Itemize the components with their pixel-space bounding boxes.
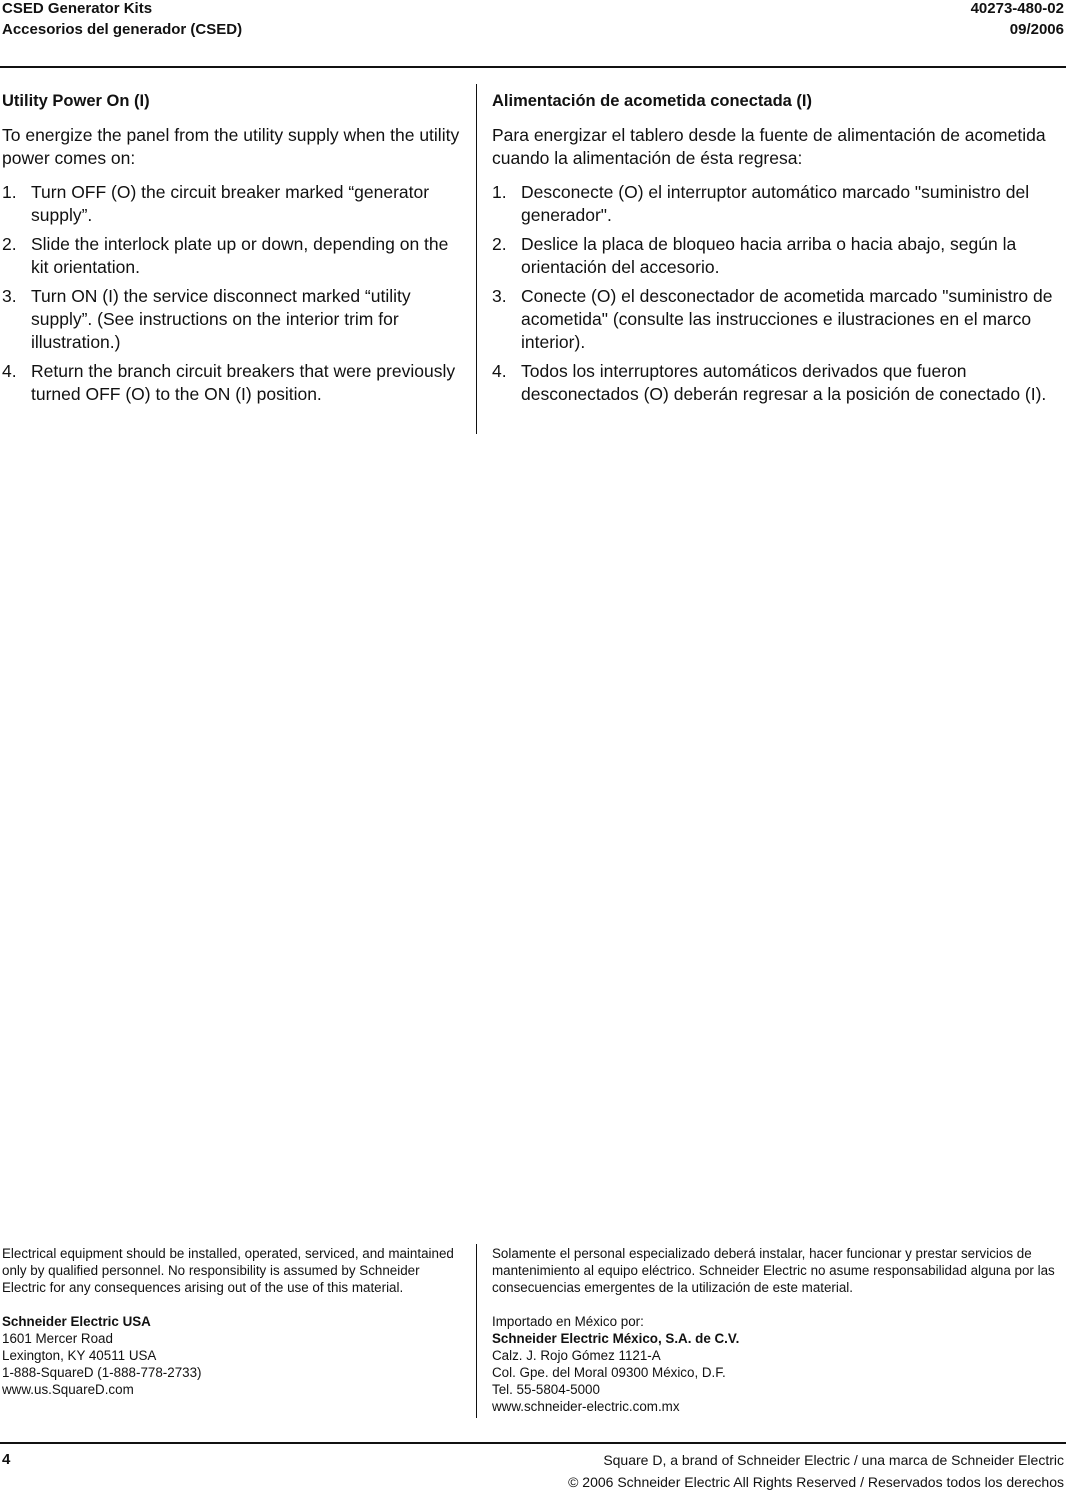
header-doc-info [971,0,1064,40]
step-number: 3. [2,286,17,306]
step-number: 4. [492,361,507,381]
steps-list-en [2,181,464,412]
step-text: Turn ON (I) the service disconnect marked “utility supply”. (See instructions on the interior trim for illustration.) [31,286,411,352]
step-text: Return the branch circuit breakers that were previously turned OFF (O) to the ON (I) position. [31,361,456,404]
step-number: 2. [492,234,507,254]
phone-es: Tel. 55-5804-5000 [492,1382,600,1397]
imported-label: Importado en México por: [492,1314,644,1329]
address-line-2-en: Lexington, KY 40511 USA [2,1348,157,1363]
disclaimer-es: Solamente el personal especializado deberá instalar, hacer funcionar y prestar servicios de mantenimiento al equipo eléctrico. Schneider Electric no asume responsabilidad alguna por las consecuencias emergentes de la utilización de este material. [492,1246,1055,1295]
brand-line: Square D, a brand of Schneider Electric / una marca de Schneider Electric [603,1452,1064,1468]
doc-date: 09/2006 [1009,21,1064,38]
header-title-en: CSED Generator Kits [2,0,153,17]
company-name-en: Schneider Electric USA [2,1314,151,1329]
step-text: Conecte (O) el desconectador de acometida marcado "suministro de acometida" (consulte las instrucciones e ilustraciones en el marco interior). [521,286,1053,352]
address-line-2-es: Col. Gpe. del Moral 09300 México, D.F. [492,1365,726,1380]
step-number: 4. [2,361,17,381]
footer-rule [0,1442,1066,1444]
page-number: 4 [2,1451,11,1468]
step-item [492,360,1064,406]
address-line-1-en: 1601 Mercer Road [2,1331,113,1346]
section-title-es: Alimentación de acometida conectada (I) [492,92,812,110]
doc-number: 40273-480-02 [970,0,1064,17]
footer-es [492,1245,1064,1415]
column-divider-footer [476,1244,477,1418]
step-item [2,360,464,406]
website-es: www.schneider-electric.com.mx [492,1399,680,1414]
step-item [492,285,1064,354]
step-number: 1. [492,182,507,202]
step-item [2,285,464,354]
step-item [2,233,464,279]
step-item [492,233,1064,279]
step-text: Deslice la placa de bloqueo hacia arriba o hacia abajo, según la orientación del accesorio. [521,234,1017,277]
footer-en [2,1245,464,1398]
step-item [492,181,1064,227]
company-name-es: Schneider Electric México, S.A. de C.V. [492,1331,740,1346]
step-number: 1. [2,182,17,202]
copyright-line: © 2006 Schneider Electric All Rights Reserved / Reservados todos los derechos [568,1474,1064,1490]
disclaimer-en: Electrical equipment should be installed, operated, serviced, and maintained only by qualified personnel. No responsibility is assumed by Schneider Electric for any consequences arising out of the use of this material. [2,1246,454,1295]
address-line-1-es: Calz. J. Rojo Gómez 1121-A [492,1348,661,1363]
phone-en: 1-888-SquareD (1-888-778-2733) [2,1365,202,1380]
step-text: Desconecte (O) el interruptor automático marcado "suministro del generador". [521,182,1030,225]
step-item [2,181,464,227]
header-rule [0,66,1066,68]
intro-es: Para energizar el tablero desde la fuente de alimentación de acometida cuando la alimentación de ésta regresa: [492,125,1046,168]
column-divider-top [476,84,477,434]
website-en: www.us.SquareD.com [2,1382,134,1397]
step-text: Turn OFF (O) the circuit breaker marked “generator supply”. [31,182,430,225]
step-number: 2. [2,234,17,254]
step-text: Slide the interlock plate up or down, depending on the kit orientation. [31,234,449,277]
header-titles [2,0,242,40]
section-title-en: Utility Power On (I) [2,92,150,110]
step-number: 3. [492,286,507,306]
step-text: Todos los interruptores automáticos derivados que fueron desconectados (O) deberán regresar a la posición de conectado (I). [521,361,1047,404]
intro-en: To energize the panel from the utility supply when the utility power comes on: [2,125,460,168]
header-title-es: Accesorios del generador (CSED) [2,21,243,38]
steps-list-es [492,181,1064,412]
